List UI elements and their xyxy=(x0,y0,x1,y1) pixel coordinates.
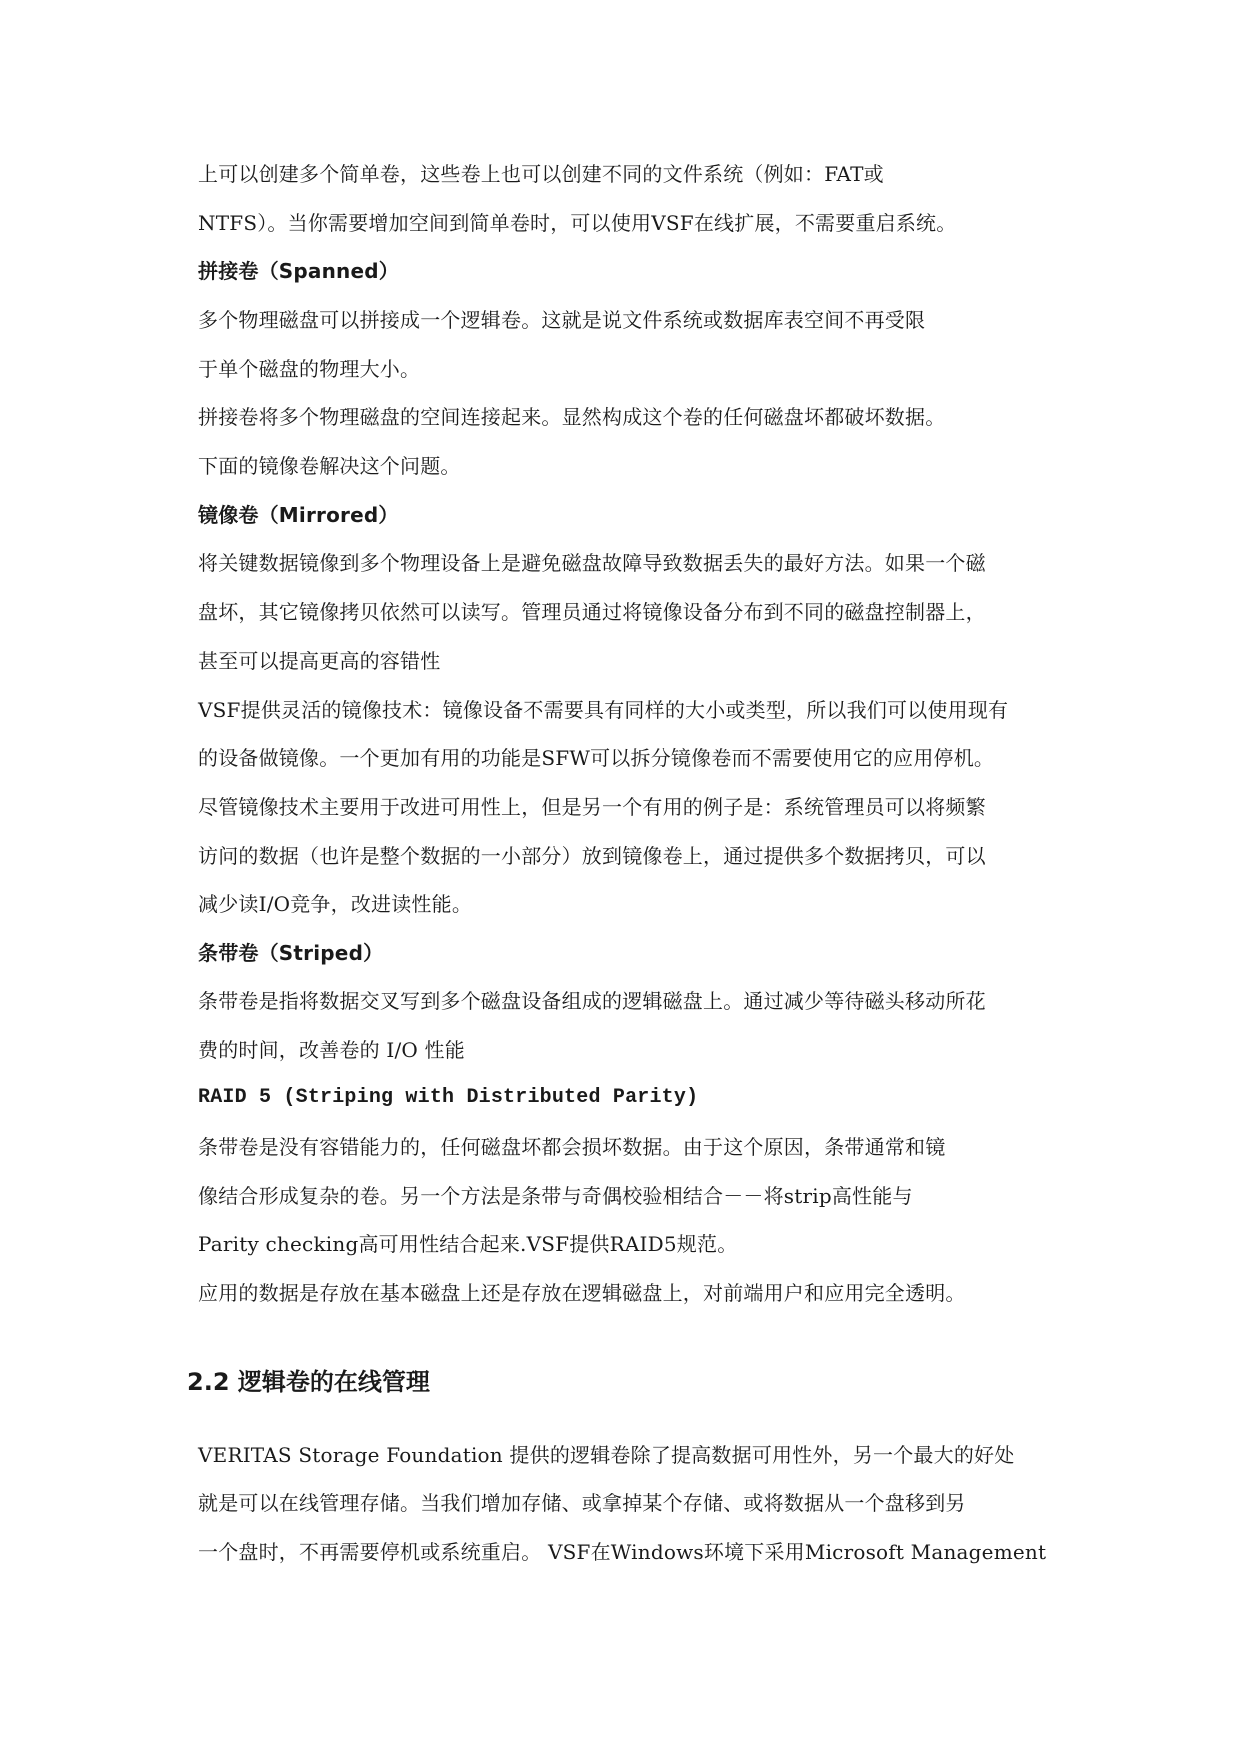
subheading-spanned: 拼接卷（Spanned） xyxy=(198,259,399,283)
line-14: 尽管镜像技术主要用于改进可用性上，但是另一个有用的例子是：系统管理员可以将频繁 xyxy=(198,795,986,819)
line-6: 拼接卷将多个物理磁盘的空间连接起来。显然构成这个卷的任何磁盘坏都破坏数据。 xyxy=(198,405,946,429)
line-13: 的设备做镜像。一个更加有用的功能是SFW可以拆分镜像卷而不需要使用它的应用停机。 xyxy=(198,746,995,770)
line-24: 应用的数据是存放在基本磁盘上还是存放在逻辑磁盘上，对前端用户和应用完全透明。 xyxy=(198,1281,966,1305)
line-16: 减少读I/O竞争，改进读性能。 xyxy=(198,892,473,916)
line-19: 费的时间，改善卷的 I/O 性能 xyxy=(198,1038,465,1062)
line-7: 下面的镜像卷解决这个问题。 xyxy=(198,454,461,478)
line-21: 条带卷是没有容错能力的，任何磁盘坏都会损坏数据。由于这个原因，条带通常和镜 xyxy=(198,1135,946,1159)
line-9: 将关键数据镜像到多个物理设备上是避免磁盘故障导致数据丢失的最好方法。如果一个磁 xyxy=(198,551,986,575)
line-15: 访问的数据（也许是整个数据的一小部分）放到镜像卷上，通过提供多个数据拷贝，可以 xyxy=(198,844,986,868)
subheading-mirrored: 镜像卷（Mirrored） xyxy=(198,503,399,527)
line-2: NTFS）。当你需要增加空间到简单卷时，可以使用VSF在线扩展，不需要重启系统。 xyxy=(198,211,957,235)
line-5: 于单个磁盘的物理大小。 xyxy=(198,357,421,381)
line-10: 盘坏，其它镜像拷贝依然可以读写。管理员通过将镜像设备分布到不同的磁盘控制器上， xyxy=(198,600,986,624)
line-23: Parity checking高可用性结合起来.VSF提供RAID5规范。 xyxy=(198,1232,738,1256)
section-heading: 2.2 逻辑卷的在线管理 xyxy=(187,1368,430,1396)
subheading-striped: 条带卷（Striped） xyxy=(198,941,384,965)
line-18: 条带卷是指将数据交叉写到多个磁盘设备组成的逻辑磁盘上。通过减少等待磁头移动所花 xyxy=(198,989,986,1013)
line-12: VSF提供灵活的镜像技术：镜像设备不需要具有同样的大小或类型，所以我们可以使用现有 xyxy=(198,698,1009,722)
section-line-3: 一个盘时，不再需要停机或系统重启。 VSF在Windows环境下采用Microsoft Management xyxy=(198,1540,1047,1564)
section-line-1: VERITAS Storage Foundation 提供的逻辑卷除了提高数据可用性外，另一个最大的好处 xyxy=(198,1443,1015,1467)
line-4: 多个物理磁盘可以拼接成一个逻辑卷。这就是说文件系统或数据库表空间不再受限 xyxy=(198,308,926,332)
line-11: 甚至可以提高更高的容错性 xyxy=(198,649,441,673)
line-1: 上可以创建多个简单卷，这些卷上也可以创建不同的文件系统（例如：FAT或 xyxy=(198,162,884,186)
section-line-2: 就是可以在线管理存储。当我们增加存储、或拿掉某个存储、或将数据从一个盘移到另 xyxy=(198,1491,966,1515)
line-22: 像结合形成复杂的卷。另一个方法是条带与奇偶校验相结合－－将strip高性能与 xyxy=(198,1184,913,1208)
subheading-raid5: RAID 5 (Striping with Distributed Parity) xyxy=(198,1086,699,1109)
